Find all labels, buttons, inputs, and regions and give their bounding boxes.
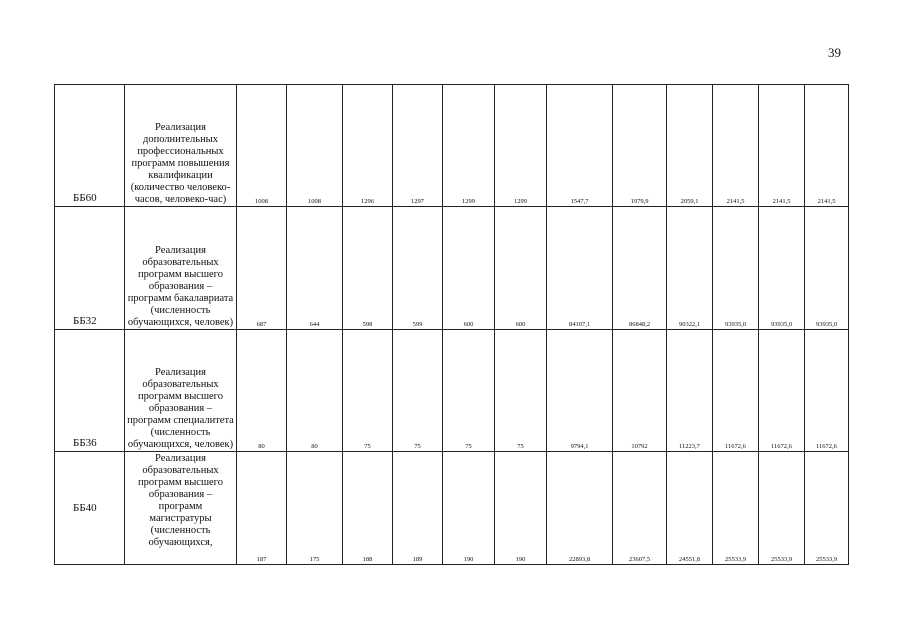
table-cell: 189 bbox=[393, 452, 443, 565]
table-cell: 93935,0 bbox=[713, 207, 759, 330]
table-cell: 75 bbox=[393, 330, 443, 452]
table-cell: 187 bbox=[237, 452, 287, 565]
table-cell: 1297 bbox=[393, 85, 443, 207]
table-cell: 25533,9 bbox=[759, 452, 805, 565]
table-cell: 75 bbox=[495, 330, 547, 452]
table-cell: 1299 bbox=[443, 85, 495, 207]
table-cell: 1296 bbox=[343, 85, 393, 207]
table-cell: 75 bbox=[443, 330, 495, 452]
table-cell: 11223,7 bbox=[667, 330, 713, 452]
table-cell: 93935,0 bbox=[759, 207, 805, 330]
table-cell: 1008 bbox=[287, 85, 343, 207]
table-cell: 80 bbox=[237, 330, 287, 452]
table-cell: 1008 bbox=[237, 85, 287, 207]
table-cell: 90322,1 bbox=[667, 207, 713, 330]
table-cell: 1299 bbox=[495, 85, 547, 207]
table-cell: 598 bbox=[343, 207, 393, 330]
table-cell: 22893,8 bbox=[547, 452, 613, 565]
table-cell: 600 bbox=[443, 207, 495, 330]
row-description: Реализация образовательных программ высшего образования – программ магистратуры (численность обучающихся, bbox=[125, 452, 237, 565]
table-cell: 25533,9 bbox=[805, 452, 849, 565]
row-description: Реализация дополнительных профессиональных программ повышения квалификации (количество человеко-часов, человеко-час) bbox=[125, 85, 237, 207]
table-cell: 11672,6 bbox=[805, 330, 849, 452]
row-code: ББ32 bbox=[55, 207, 125, 330]
table-cell: 2141,5 bbox=[805, 85, 849, 207]
row-description: Реализация образовательных программ высшего образования – программ бакалавриата (численность обучающихся, человек) bbox=[125, 207, 237, 330]
table-cell: 80 bbox=[287, 330, 343, 452]
table-cell: 175 bbox=[287, 452, 343, 565]
table-cell: 25533,9 bbox=[713, 452, 759, 565]
table-cell: 644 bbox=[287, 207, 343, 330]
table-row bbox=[55, 207, 849, 330]
row-code: ББ60 bbox=[55, 85, 125, 207]
table-cell: 1979,9 bbox=[613, 85, 667, 207]
table-cell: 84107,1 bbox=[547, 207, 613, 330]
table-row bbox=[55, 330, 849, 452]
table-cell: 2059,1 bbox=[667, 85, 713, 207]
table-cell: 86848,2 bbox=[613, 207, 667, 330]
table-cell: 2141,5 bbox=[759, 85, 805, 207]
table-cell: 23607,5 bbox=[613, 452, 667, 565]
table-cell: 1547,7 bbox=[547, 85, 613, 207]
table-cell: 190 bbox=[495, 452, 547, 565]
table-cell: 11672,6 bbox=[759, 330, 805, 452]
row-code: ББ40 bbox=[55, 452, 125, 565]
budget-table bbox=[54, 84, 849, 565]
table-cell: 599 bbox=[393, 207, 443, 330]
table-cell: 11672,6 bbox=[713, 330, 759, 452]
table-cell: 9794,1 bbox=[547, 330, 613, 452]
table-cell: 190 bbox=[443, 452, 495, 565]
table-cell: 93935,0 bbox=[805, 207, 849, 330]
table-cell: 10792 bbox=[613, 330, 667, 452]
table-row bbox=[55, 452, 849, 565]
table-cell: 188 bbox=[343, 452, 393, 565]
table-cell: 75 bbox=[343, 330, 393, 452]
table-cell: 600 bbox=[495, 207, 547, 330]
row-code: ББ36 bbox=[55, 330, 125, 452]
table-cell: 24551,8 bbox=[667, 452, 713, 565]
row-description: Реализация образовательных программ высшего образования – программ специалитета (численность обучающихся, человек) bbox=[125, 330, 237, 452]
table-row bbox=[55, 85, 849, 207]
table-cell: 2141,5 bbox=[713, 85, 759, 207]
page-number: 39 bbox=[828, 45, 841, 60]
table-cell: 687 bbox=[237, 207, 287, 330]
